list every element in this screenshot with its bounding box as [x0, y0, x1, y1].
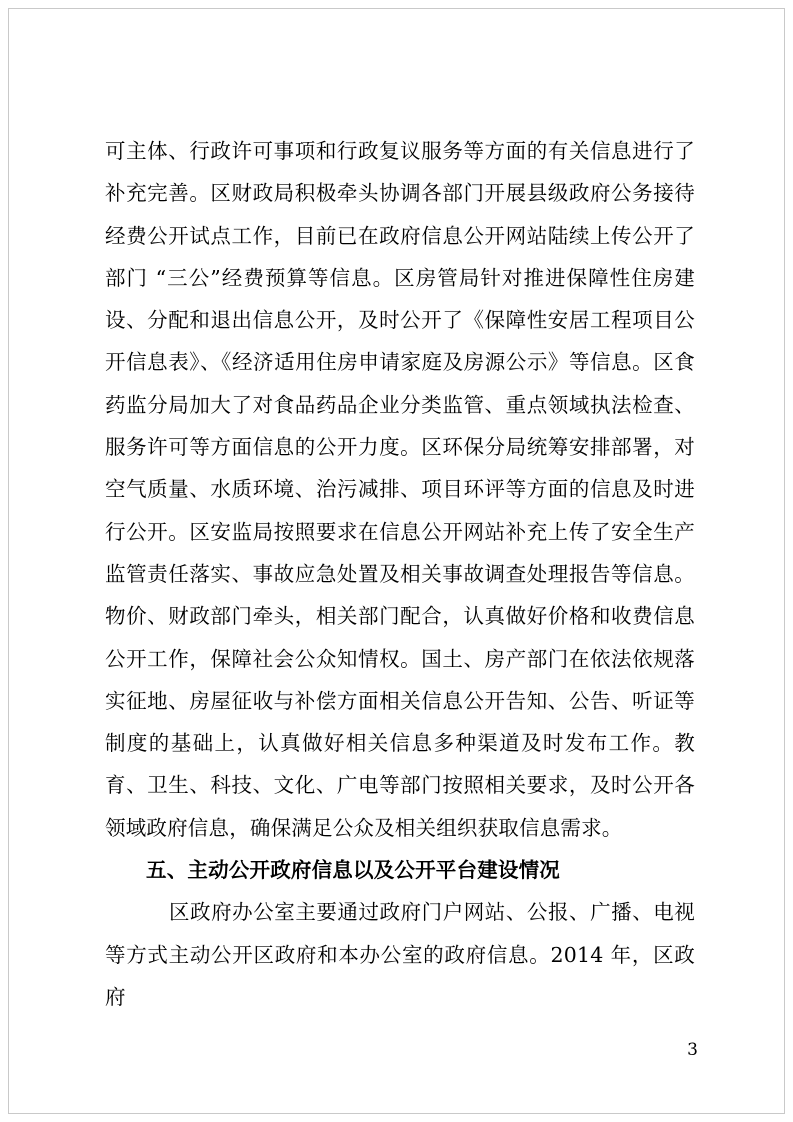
paragraph-continuation: 可主体、行政许可事项和行政复议服务等方面的有关信息进行了补充完善。区财政局积极牵头协调各部门开展县级政府公务接待经费公开试点工作，目前已在政府信息公开网站陆续上传公开了部门 “三公”经费预算等信息。区房管局针对推进保障性住房建设、分配和退出信息公开，及时公开了《保障性安居工程项目公开信息表》、《经济适用住房申请家庭及房源公示》等信息。区食药监分局加大了对食品药品企业分类监管、重点领域执法检查、服务许可等方面信息的公开力度。区环保分局统筹安排部署，对空气质量、水质环境、治污减排、项目环评等方面的信息及时进行公开。区安监局按照要求在信息公开网站补充上传了安全生产监管责任落实、事故应急处置及相关事故调查处理报告等信息。物价、财政部门牵头，相关部门配合，认真做好价格和收费信息公开工作，保障社会公众知情权。国土、房产部门在依法依规落实征地、房屋征收与补偿方面相关信息公开告知、公告、听证等制度的基础上，认真做好相关信息多种渠道及时发布工作。教育、卫生、科技、文化、广电等部门按照相关要求，及时公开各领域政府信息，确保满足公众及相关组织获取信息需求。 [105, 139, 695, 840]
page-number: 3 [687, 1040, 698, 1060]
section-heading-five: 五、主动公开政府信息以及公开平台建设情况 [146, 858, 560, 883]
paragraph-after-heading: 区政府办公室主要通过政府门户网站、公报、广播、电视等方式主动公开区政府和本办公室的政府信息。2014 年，区政府 [105, 900, 695, 1009]
page-content [105, 130, 695, 1018]
